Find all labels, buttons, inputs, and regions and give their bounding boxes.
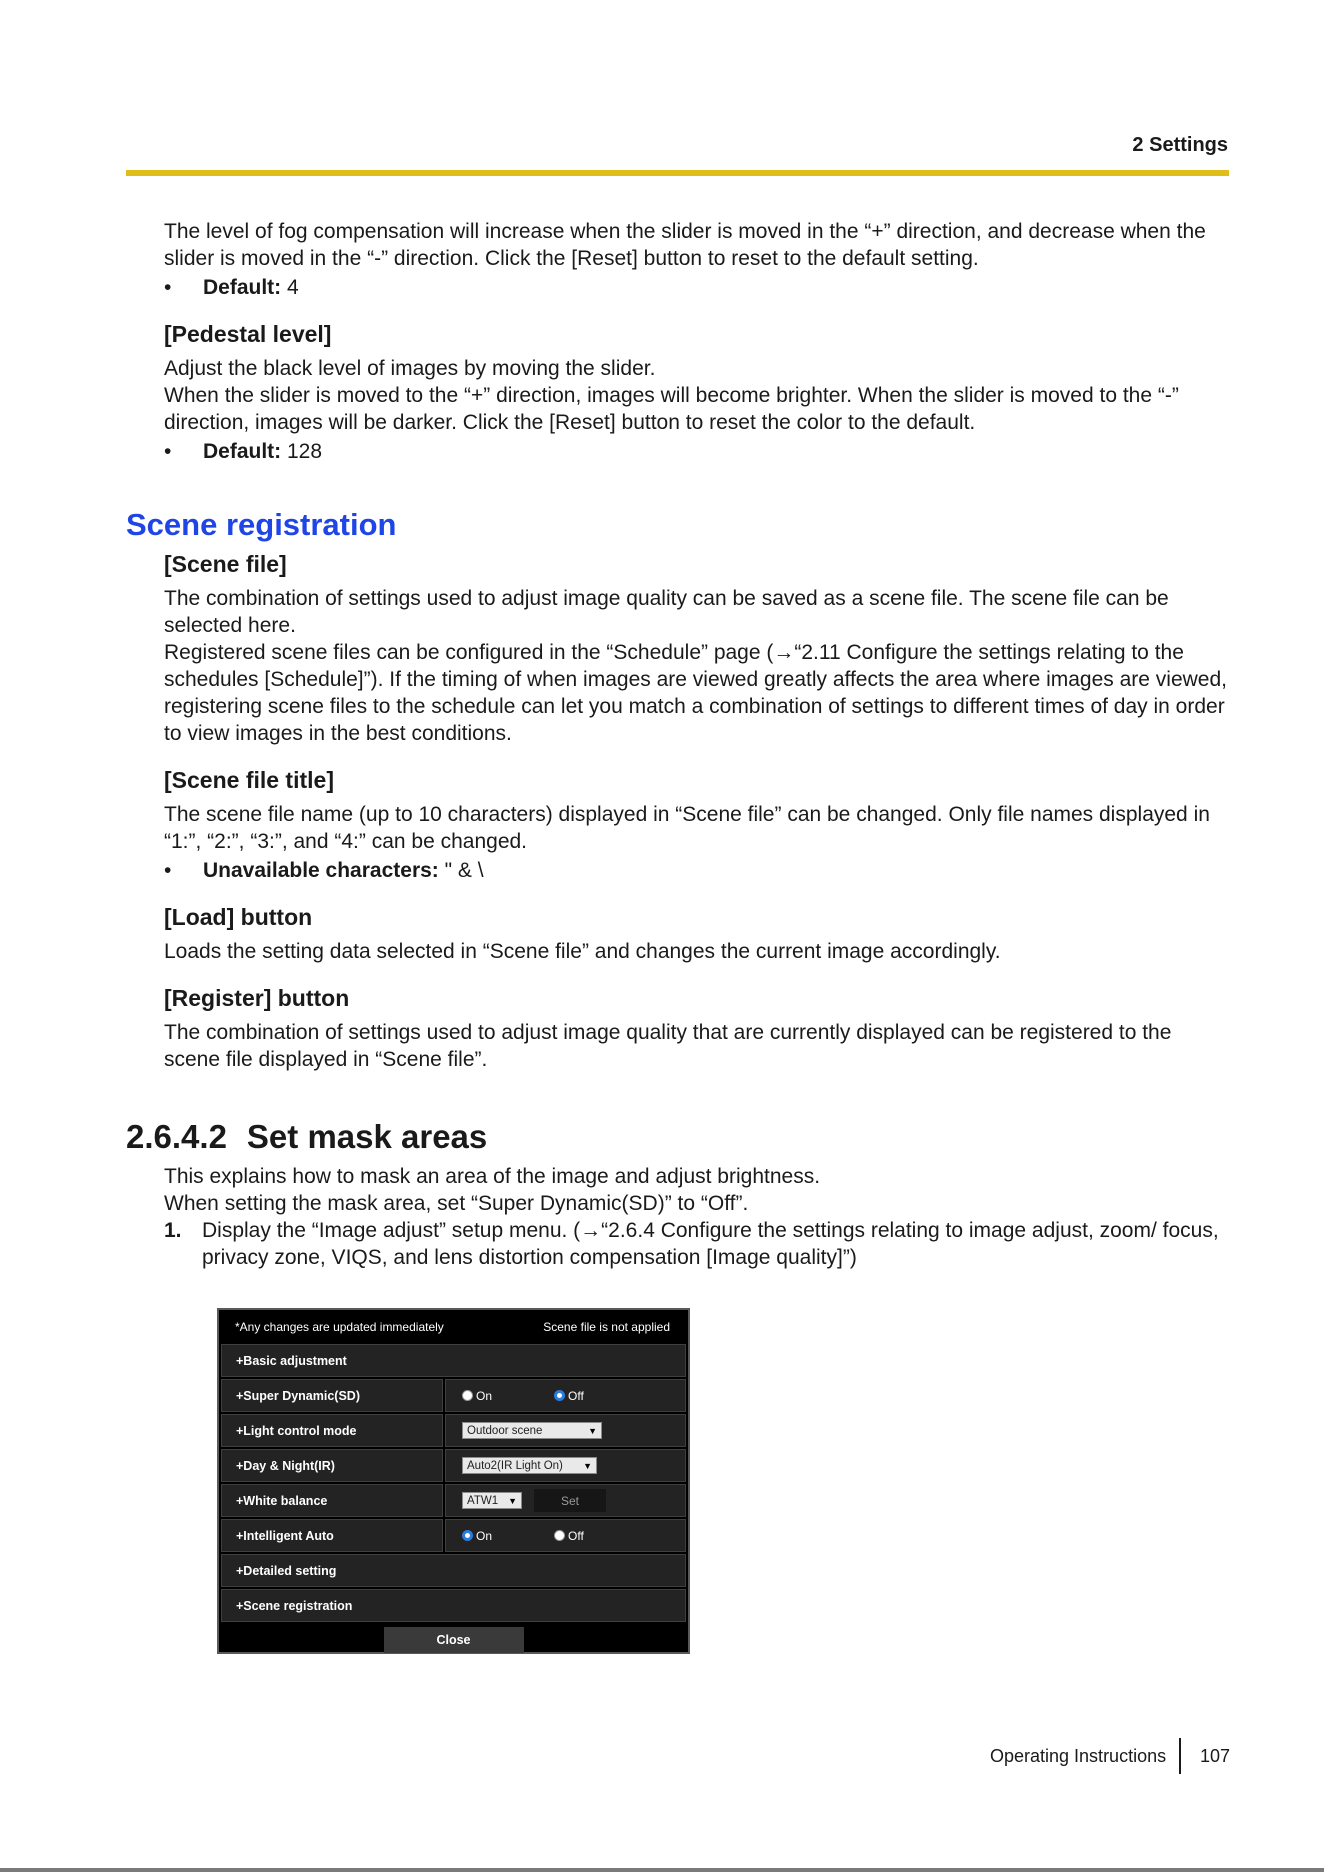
white-balance-label[interactable]: +White balance <box>221 1484 443 1517</box>
sd-on-radio[interactable] <box>462 1390 473 1401</box>
row-detailed-setting <box>221 1554 686 1587</box>
row-basic-adjustment <box>221 1344 686 1377</box>
page-bottom-edge <box>0 1868 1324 1872</box>
update-notice: *Any changes are updated immediately <box>235 1320 444 1334</box>
fog-default-value: 4 <box>281 276 299 299</box>
pedestal-line2: When the slider is moved to the “+” direction, images will become brighter. When the slider is moved to the “-” direction, images will be darker. Click the [Reset] button to reset the color to the default. <box>164 384 1179 434</box>
white-balance-select[interactable] <box>462 1492 522 1509</box>
light-control-select[interactable] <box>462 1422 602 1439</box>
chevron-down-icon: ▼ <box>508 1495 517 1506</box>
register-button-heading: [Register] button <box>164 985 350 1011</box>
white-balance-value: ATW1 <box>467 1494 499 1507</box>
row-intelligent-auto <box>221 1519 686 1552</box>
load-button-heading: [Load] button <box>164 904 313 930</box>
ia-on-option[interactable] <box>462 1529 554 1543</box>
row-scene-registration <box>221 1589 686 1622</box>
super-dynamic-label[interactable]: +Super Dynamic(SD) <box>221 1379 443 1412</box>
mask-p2: When setting the mask area, set “Super Dynamic(SD)” to “Off”. <box>164 1192 749 1215</box>
fog-default-bullet: • Default: 4 <box>164 276 299 299</box>
set-mask-areas-heading <box>126 1117 1229 1157</box>
basic-adjustment-link[interactable]: +Basic adjustment <box>221 1344 686 1377</box>
day-night-label[interactable]: +Day & Night(IR) <box>221 1449 443 1482</box>
pedestal-default-value: 128 <box>281 440 323 463</box>
day-night-select[interactable] <box>462 1457 597 1474</box>
section-title: Set mask areas <box>246 1118 488 1155</box>
white-balance-set-button[interactable]: Set <box>534 1489 606 1512</box>
detailed-setting-link[interactable]: +Detailed setting <box>221 1554 686 1587</box>
ia-off-radio[interactable] <box>554 1530 565 1541</box>
load-button-p1: Loads the setting data selected in “Scene file” and changes the current image accordingly. <box>164 940 1001 963</box>
header-rule <box>126 170 1229 176</box>
light-control-value: Outdoor scene <box>467 1424 543 1437</box>
page-number: 107 <box>1200 1746 1231 1766</box>
sd-off-option[interactable] <box>554 1389 584 1403</box>
super-dynamic-options <box>445 1379 686 1412</box>
day-night-cell <box>445 1449 686 1482</box>
scene-file-p1: The combination of settings used to adjust image quality can be saved as a scene file. The scene file can be selected here. <box>164 587 1169 637</box>
unavailable-chars-label: Unavailable characters: <box>203 859 439 882</box>
step-text: Display the “Image adjust” setup menu. (→“2.6.4 Configure the settings relating to image adjust, zoom/ focus, privacy zone, VIQS, and lens distortion compensation [Image quality]”) <box>202 1219 1219 1269</box>
page-header-title: 2 Settings <box>1132 134 1228 156</box>
ia-on-label: On <box>476 1528 493 1543</box>
fog-default-label: Default: <box>203 276 282 299</box>
step-number: 1. <box>164 1219 182 1242</box>
scene-registration-heading: Scene registration <box>126 507 397 542</box>
section-number: 2.6.4.2 <box>126 1118 227 1155</box>
sd-on-label: On <box>476 1388 493 1403</box>
intelligent-auto-options <box>445 1519 686 1552</box>
scene-file-p2: Registered scene files can be configured in the “Schedule” page (→“2.11 Configure the settings relating to the schedules [Schedule]”). If the timing of when images are viewed greatly affects the area where images are viewed, registering scene files to the schedule can let you match a combination of settings to different times of day in order to view images in the best conditions. <box>164 641 1228 745</box>
scene-file-status: Scene file is not applied <box>543 1320 670 1334</box>
pedestal-line1: Adjust the black level of images by moving the slider. <box>164 357 656 380</box>
sd-off-radio[interactable] <box>554 1390 565 1401</box>
row-super-dynamic <box>221 1379 686 1412</box>
close-bar <box>219 1624 688 1655</box>
close-button[interactable]: Close <box>384 1627 524 1653</box>
chevron-down-icon: ▼ <box>583 1460 592 1471</box>
main-content <box>126 218 1229 1271</box>
fog-paragraph: The level of fog compensation will increase when the slider is moved in the “+” direction, and decrease when the slider is moved in the “-” direction. Click the [Reset] button to reset to the default setting. <box>164 220 1206 270</box>
sd-on-option[interactable] <box>462 1389 554 1403</box>
step-1 <box>164 1217 1229 1271</box>
footer-doc-title: Operating Instructions <box>990 1746 1167 1766</box>
mask-p1: This explains how to mask an area of the image and adjust brightness. <box>164 1165 821 1188</box>
chevron-down-icon: ▼ <box>588 1425 597 1436</box>
panel-notice-bar <box>219 1310 688 1344</box>
scene-file-title-p1: The scene file name (up to 10 characters) displayed in “Scene file” can be changed. Only file names displayed in “1:”, “2:”, “3:”, and “4:” can be changed. <box>164 803 1210 853</box>
light-control-label[interactable]: +Light control mode <box>221 1414 443 1447</box>
light-control-cell <box>445 1414 686 1447</box>
image-adjust-panel <box>217 1308 690 1654</box>
white-balance-cell <box>445 1484 686 1517</box>
unavailable-chars-value: " & \ <box>438 859 484 882</box>
ia-off-label: Off <box>568 1528 584 1543</box>
scene-file-heading: [Scene file] <box>164 551 287 577</box>
intelligent-auto-label[interactable]: +Intelligent Auto <box>221 1519 443 1552</box>
pedestal-default-label: Default: <box>203 440 282 463</box>
pedestal-default-bullet: • Default: 128 <box>164 440 323 463</box>
ia-off-option[interactable] <box>554 1529 584 1543</box>
unavailable-chars-bullet: • Unavailable characters: " & \ <box>164 859 484 882</box>
scene-registration-link[interactable]: +Scene registration <box>221 1589 686 1622</box>
register-button-p1: The combination of settings used to adjust image quality that are currently displayed can be registered to the scene file displayed in “Scene file”. <box>164 1021 1172 1071</box>
row-white-balance <box>221 1484 686 1517</box>
sd-off-label: Off <box>568 1388 584 1403</box>
scene-file-title-heading: [Scene file title] <box>164 767 334 793</box>
row-day-night <box>221 1449 686 1482</box>
footer-separator <box>1179 1738 1181 1774</box>
row-light-control <box>221 1414 686 1447</box>
day-night-value: Auto2(IR Light On) <box>467 1459 563 1472</box>
ia-on-radio[interactable] <box>462 1530 473 1541</box>
pedestal-heading: [Pedestal level] <box>164 321 332 347</box>
